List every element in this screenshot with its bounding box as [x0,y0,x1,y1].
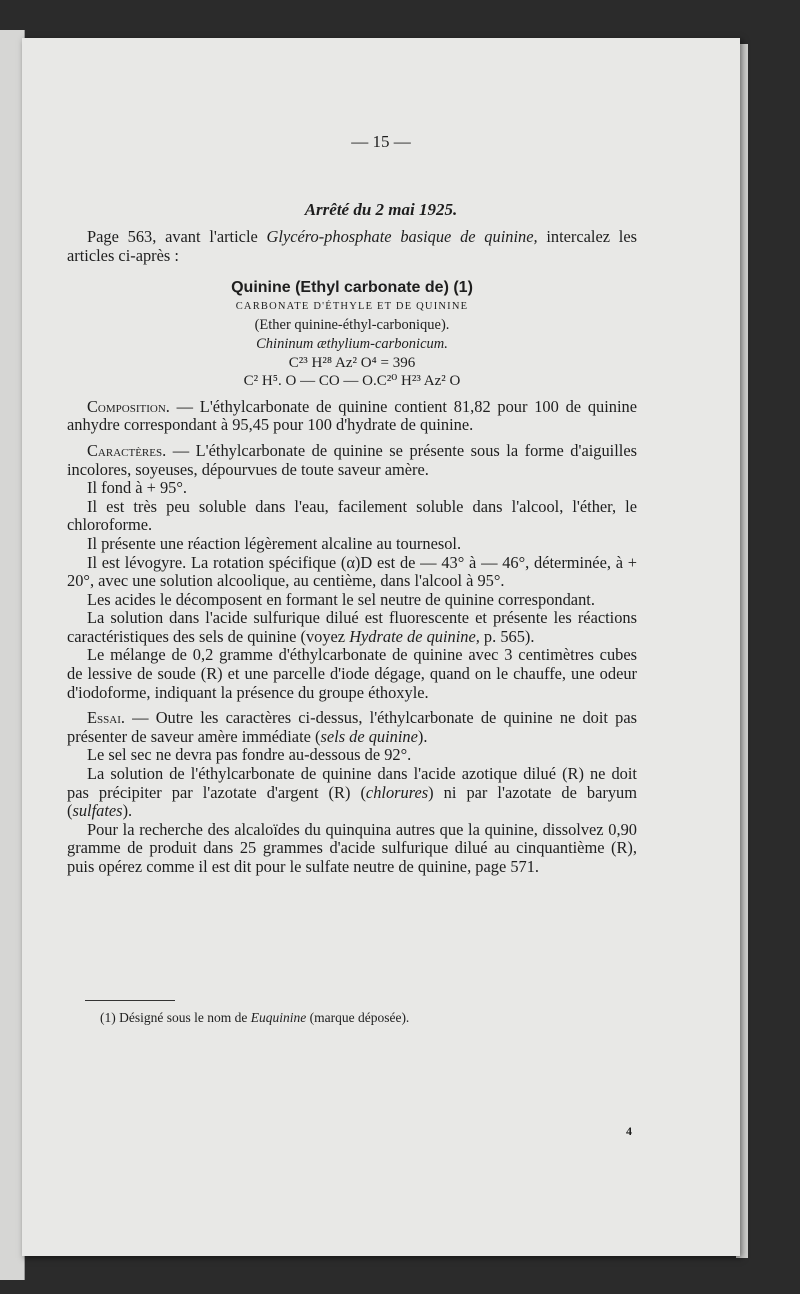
document-body [67,228,637,877]
solubility-paragraph: Il est très peu soluble dans l'eau, facilement soluble dans l'alcool, l'éther, le chloroforme. [67,496,637,535]
document-page [22,38,740,1256]
decree-heading: Arrêté du 2 mai 1925. [304,200,458,219]
formula-raw: C²³ H²⁸ Az² O⁴ = 396 [288,354,416,371]
monograph-title: Quinine (Ethyl carbonate de) (1) [231,279,473,297]
page-number: — 15 — [351,132,411,151]
fluorescence-paragraph: La solution dans l'acide sulfurique dilué est fluorescente et présente les réactions caractéristiques des sels de quinine (voyez Hydrate de quinine, p. 565). [67,608,637,646]
acids-paragraph: Les acides le décomposent en formant le sel neutre de quinine correspondant. [87,589,595,609]
iodoform-paragraph: Le mélange de 0,2 gramme d'éthylcarbonate de quinine avec 3 centimètres cubes de lessive de soude (R) et une parcelle d'iode dégage, quand on le chauffe, une odeur d'iodoforme, indiquant la présence du groupe éthoxyle. [67,645,637,702]
composition-paragraph: Composition. — L'éthylcarbonate de quinine contient 81,82 pour 100 de quinine anhydre correspondant à 95,45 pour 100 d'hydrate de quinine. [67,396,637,435]
caracteres-paragraph: Caractères. — L'éthylcarbonate de quinine se présente sous la forme d'aiguilles incolores, soyeuses, dépourvues de toute saveur amère. [67,440,637,479]
nitric-solution-paragraph: La solution de l'éthylcarbonate de quinine dans l'acide azotique dilué (R) ne doit pas précipiter par l'azotate d'argent (R) (chlorures) ni par l'azotate de baryum (sulfates). [67,764,637,821]
footnote: (1) Désigné sous le nom de Euquinine (marque déposée). [100,1010,410,1025]
footnote-rule [85,1000,175,1001]
signature-mark: 4 [626,1124,632,1138]
formula-developed: C² H⁵. O — CO — O.C²⁰ H²³ Az² O [243,373,461,390]
reaction-paragraph: Il présente une réaction légèrement alcaline au tournesol. [87,533,462,553]
essai-paragraph: Essai. — Outre les caractères ci-dessus, l'éthylcarbonate de quinine ne doit pas présenter de saveur amère immédiate (sels de quinine). [67,708,637,746]
monograph-latin-name: Chininum æthylium-carbonicum. [256,335,448,352]
monograph-subtitle: CARBONATE D'ÉTHYLE ET DE QUININE [235,300,469,312]
dry-salt-paragraph: Le sel sec ne devra pas fondre au-dessous de 92°. [87,745,412,765]
alkaloids-paragraph: Pour la recherche des alcaloïdes du quinquina autres que la quinine, dissolvez 0,90 gramme de produit dans 25 grammes d'acide sulfurique dilué au cinquantième (R), puis opérez comme il est dit pour le sulfate neutre de quinine, page 571. [67,819,637,876]
intro-paragraph: Page 563, avant l'article Glycéro-phosphate basique de quinine, intercalez les articles ci-après : [67,227,637,265]
monograph-synonym: (Ether quinine-éthyl-carbonique). [254,317,450,334]
melting-point-paragraph: Il fond à + 95°. [87,478,188,498]
rotation-paragraph: Il est lévogyre. La rotation spécifique (α)D est de — 43° à — 46°, déterminée, à + 20°, avec une solution alcoolique, au centième, dans l'alcool à 95°. [67,552,637,591]
